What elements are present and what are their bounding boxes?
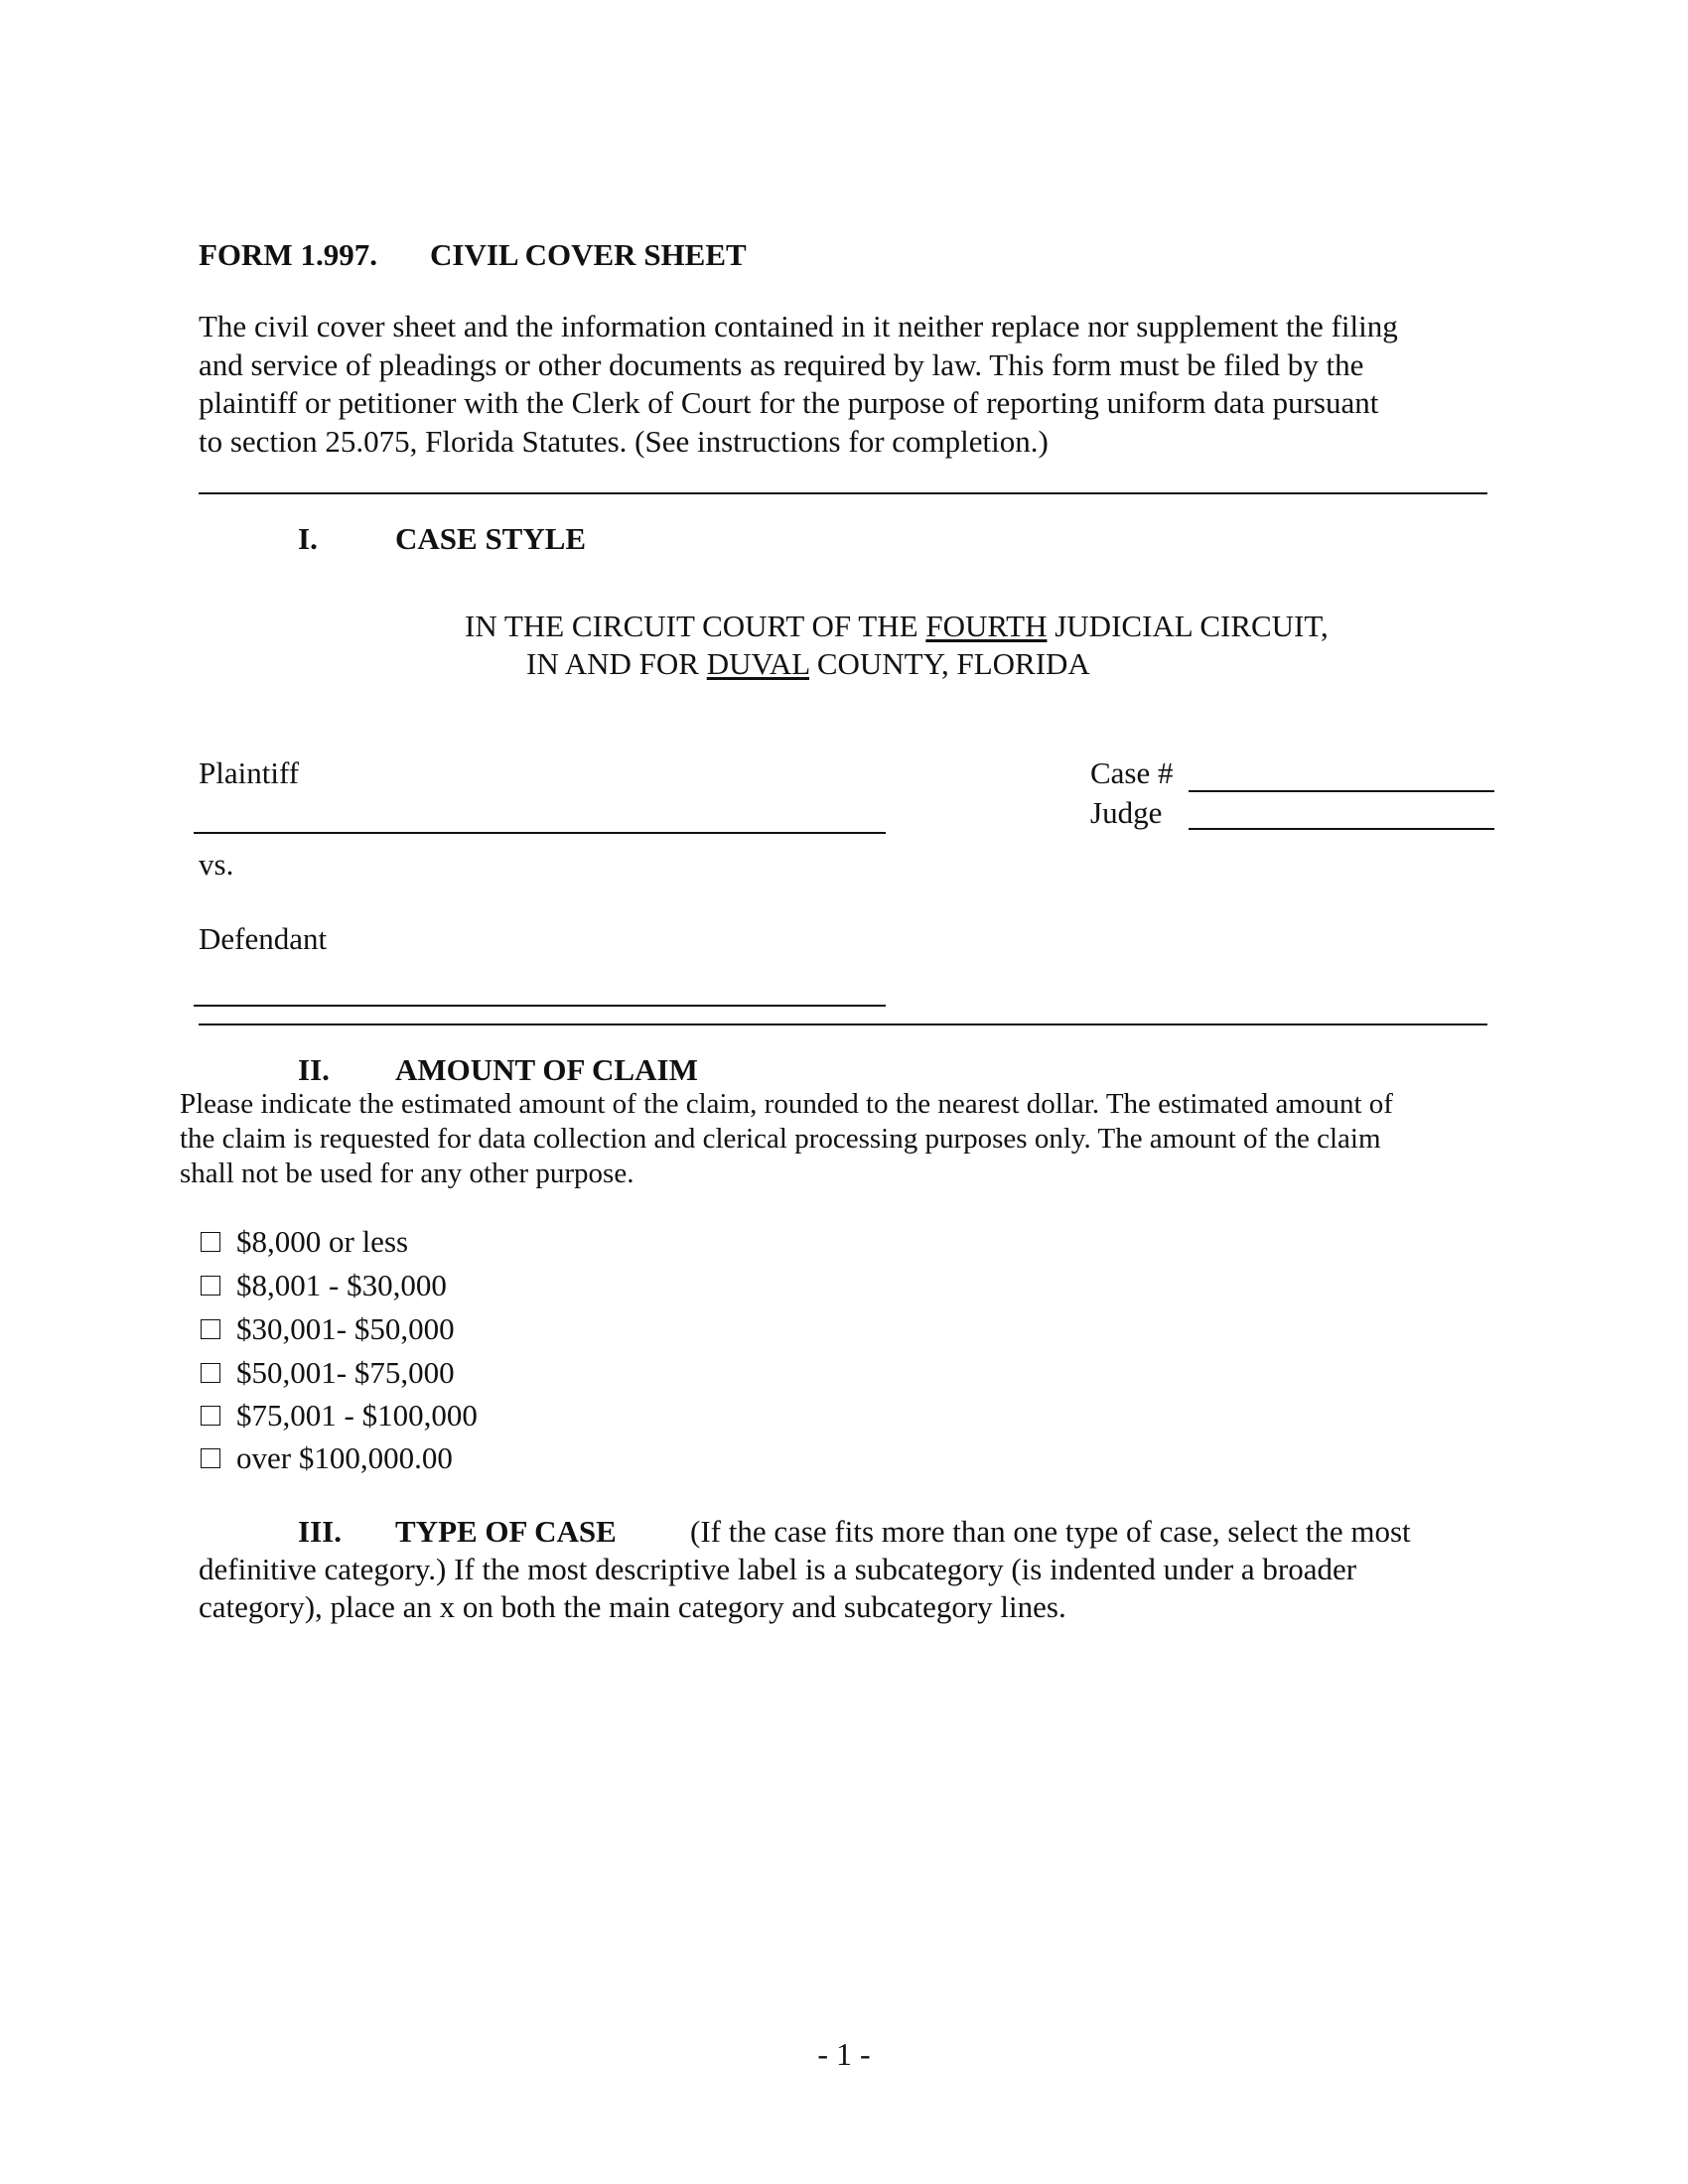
checkbox[interactable] bbox=[201, 1232, 220, 1252]
claim-instruction-line: shall not be used for any other purpose. bbox=[180, 1158, 634, 1189]
section3-text-line: definitive category.) If the most descriptive label is a subcategory (is indented under a broader bbox=[199, 1552, 1357, 1586]
judge-label: Judge bbox=[1090, 795, 1163, 830]
defendant-field[interactable] bbox=[194, 975, 886, 1007]
claim-option-label: $30,001- $50,000 bbox=[236, 1311, 455, 1346]
divider bbox=[199, 1024, 1487, 1025]
county-prefix: IN AND FOR bbox=[526, 646, 699, 681]
claim-instruction-line: the claim is requested for data collection and clerical processing purposes only. The amount of the claim bbox=[180, 1123, 1381, 1155]
section3-heading: TYPE OF CASE bbox=[395, 1514, 617, 1549]
claim-option-label: $50,001- $75,000 bbox=[236, 1355, 455, 1390]
checkbox[interactable] bbox=[201, 1448, 220, 1468]
form-number: FORM 1.997. bbox=[199, 237, 377, 272]
section1-numeral: I. bbox=[298, 521, 318, 556]
intro-line: The civil cover sheet and the information contained in it neither replace nor supplement the filing bbox=[199, 309, 1398, 343]
section2-numeral: II. bbox=[298, 1052, 330, 1087]
claim-option[interactable] bbox=[201, 1438, 453, 1478]
intro-line: to section 25.075, Florida Statutes. (See instructions for completion.) bbox=[199, 423, 1049, 459]
case-number-label: Case # bbox=[1090, 755, 1174, 790]
county-name: DUVAL bbox=[706, 646, 810, 681]
plaintiff-field[interactable] bbox=[194, 802, 886, 834]
divider bbox=[199, 492, 1487, 494]
section2-heading: AMOUNT OF CLAIM bbox=[395, 1052, 698, 1087]
plaintiff-label: Plaintiff bbox=[199, 755, 300, 790]
claim-option[interactable] bbox=[201, 1353, 455, 1393]
court-line-2 bbox=[526, 645, 1090, 683]
claim-option-label: $8,001 - $30,000 bbox=[236, 1268, 447, 1302]
court-suffix: JUDICIAL CIRCUIT, bbox=[1055, 609, 1329, 643]
intro-line: plaintiff or petitioner with the Clerk of Court for the purpose of reporting uniform data pursuant bbox=[199, 385, 1379, 420]
section3-text-line: category), place an x on both the main category and subcategory lines. bbox=[199, 1589, 1066, 1624]
intro-line: and service of pleadings or other documents as required by law. This form must be filed by the bbox=[199, 346, 1364, 382]
case-number-field[interactable] bbox=[1189, 760, 1494, 792]
checkbox[interactable] bbox=[201, 1363, 220, 1383]
claim-option-label: $75,001 - $100,000 bbox=[236, 1398, 478, 1433]
claim-option[interactable] bbox=[201, 1309, 455, 1349]
claim-option[interactable] bbox=[201, 1266, 447, 1305]
court-prefix: IN THE CIRCUIT COURT OF THE bbox=[465, 609, 918, 643]
claim-option[interactable] bbox=[201, 1222, 408, 1262]
checkbox[interactable] bbox=[201, 1406, 220, 1426]
claim-option-label: over $100,000.00 bbox=[236, 1440, 453, 1475]
intro-paragraph bbox=[199, 308, 1398, 461]
section1-heading: CASE STYLE bbox=[395, 521, 587, 556]
page-number: - 1 - bbox=[817, 2036, 871, 2072]
judge-field[interactable] bbox=[1189, 798, 1494, 830]
vs-label: vs. bbox=[199, 847, 234, 882]
checkbox[interactable] bbox=[201, 1276, 220, 1296]
county-suffix: COUNTY, FLORIDA bbox=[816, 646, 1090, 681]
section3-numeral: III. bbox=[298, 1514, 342, 1549]
claim-option-label: $8,000 or less bbox=[236, 1224, 409, 1259]
claim-instructions bbox=[180, 1087, 1393, 1191]
form-title: CIVIL COVER SHEET bbox=[430, 237, 747, 272]
claim-option[interactable] bbox=[201, 1396, 478, 1435]
checkbox[interactable] bbox=[201, 1319, 220, 1339]
court-line-1 bbox=[465, 608, 1329, 645]
circuit-name: FOURTH bbox=[925, 609, 1048, 643]
defendant-label: Defendant bbox=[199, 921, 328, 956]
claim-instruction-line: Please indicate the estimated amount of the claim, rounded to the nearest dollar. The estimated amount of bbox=[180, 1088, 1393, 1120]
section3-text-line: (If the case fits more than one type of case, select the most bbox=[690, 1514, 1411, 1549]
